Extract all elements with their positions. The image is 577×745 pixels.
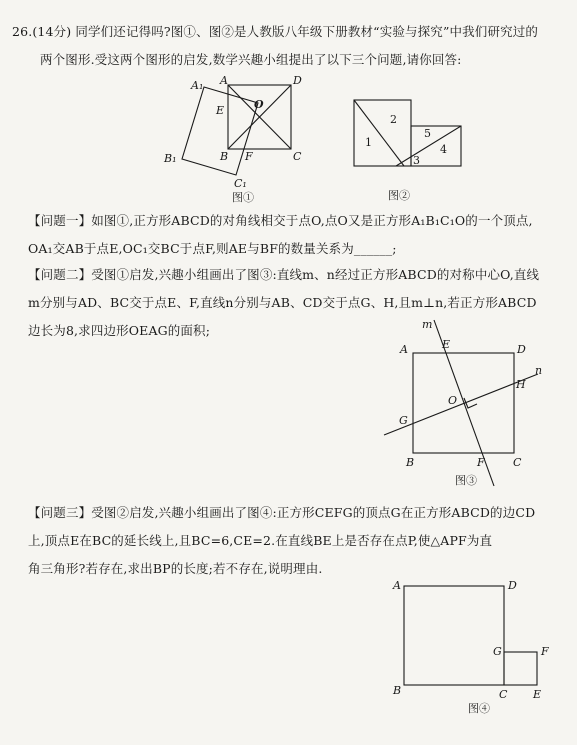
question-1-line-2: OA₁交AB于点E,OC₁交BC于点F,则AE与BF的数量关系为______; bbox=[28, 241, 397, 256]
label-b: B bbox=[406, 456, 415, 469]
label-c: C bbox=[513, 456, 522, 469]
question-2-line-1: 【问题二】受图①启发,兴趣小组画出了图③:直线m、n经过正方形ABCD的对称中心O,直线 bbox=[28, 267, 540, 282]
label-m: m bbox=[422, 318, 433, 331]
label-f: F bbox=[541, 645, 549, 658]
large-square bbox=[354, 100, 411, 166]
figure-1 bbox=[150, 76, 320, 206]
label-c: C bbox=[293, 150, 302, 163]
label-g: G bbox=[493, 645, 502, 658]
question-3-line-1: 【问题三】受图②启发,兴趣小组画出了图④:正方形CEFG的顶点G在正方形ABCD的边CD bbox=[28, 505, 536, 520]
label-o: O bbox=[448, 394, 458, 407]
label-b: B bbox=[220, 150, 229, 163]
figure-2 bbox=[350, 96, 470, 206]
question-2-line-2: m分别与AD、BC交于点E、F,直线n分别与AB、CD交于点G、H,且m⊥n,若正方形ABCD bbox=[28, 295, 537, 310]
region-1: 1 bbox=[365, 136, 372, 149]
label-f: F bbox=[477, 456, 485, 469]
label-f: F bbox=[245, 150, 253, 163]
figure-1-caption: 图① bbox=[232, 191, 254, 204]
label-e: E bbox=[216, 104, 225, 117]
square-abcd bbox=[404, 586, 504, 685]
label-a: A bbox=[400, 343, 408, 356]
label-d: D bbox=[508, 579, 517, 592]
figure-2-caption: 图② bbox=[388, 189, 410, 202]
label-b: B bbox=[393, 684, 402, 697]
intro-line-1: 26.(14分) 同学们还记得吗?图①、图②是人教版八年级下册教材“实验与探究”中我们研究过的 bbox=[12, 24, 539, 39]
label-e: E bbox=[533, 688, 542, 701]
region-4: 4 bbox=[440, 143, 447, 156]
question-1-line-1: 【问题一】如图①,正方形ABCD的对角线相交于点O,点O又是正方形A₁B₁C₁O的一个顶点, bbox=[28, 213, 533, 228]
region-5: 5 bbox=[424, 127, 431, 140]
label-d: D bbox=[517, 343, 526, 356]
label-d: D bbox=[293, 76, 302, 87]
region-2: 2 bbox=[390, 113, 397, 126]
label-c1: C₁ bbox=[234, 177, 247, 190]
question-2-line-3: 边长为8,求四边形OEAG的面积; bbox=[28, 323, 211, 338]
label-a: A bbox=[393, 579, 401, 592]
label-c: C bbox=[499, 688, 508, 701]
figure-3 bbox=[380, 316, 550, 488]
region-3: 3 bbox=[413, 154, 420, 167]
label-b1: B₁ bbox=[164, 152, 177, 165]
question-3-line-2: 上,顶点E在BC的延长线上,且BC=6,CE=2.在直线BE上是否存在点P,使△APF为直 bbox=[28, 533, 493, 548]
label-h: H bbox=[516, 378, 526, 391]
cut-line-1 bbox=[354, 100, 404, 166]
figure-4-caption: 图④ bbox=[468, 702, 490, 715]
figure-3-caption: 图③ bbox=[455, 474, 477, 487]
label-a: A bbox=[220, 76, 228, 87]
label-a1: A₁ bbox=[191, 79, 204, 92]
intro-line-2: 两个图形.受这两个图形的启发,数学兴趣小组提出了以下三个问题,请你回答: bbox=[40, 52, 462, 67]
label-g: G bbox=[399, 414, 408, 427]
figure-4 bbox=[390, 574, 560, 724]
square-cefg bbox=[504, 652, 537, 685]
question-3-line-3: 角三角形?若存在,求出BP的长度;若不存在,说明理由. bbox=[28, 561, 323, 576]
label-e: E bbox=[442, 338, 451, 351]
label-n: n bbox=[535, 364, 543, 377]
label-o: O bbox=[254, 98, 264, 111]
